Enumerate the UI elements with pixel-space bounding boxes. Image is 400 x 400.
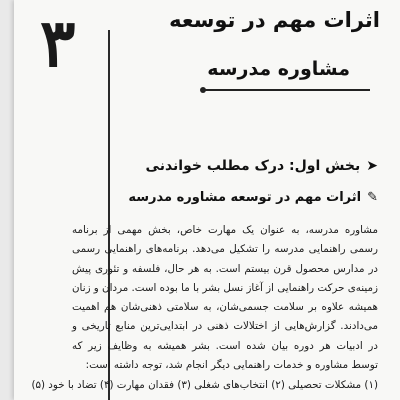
chapter-subtitle: مشاوره مدرسه: [207, 58, 350, 80]
subsection-heading-text: اثرات مهم در توسعه مشاوره مدرسه: [128, 190, 362, 205]
title-underline: [204, 89, 370, 91]
section-heading-text: بخش اول: درک مطلب خواندنی: [145, 158, 361, 174]
chapter-number: ۳: [40, 4, 76, 82]
arrow-bullet-icon: ➤: [366, 158, 378, 174]
subsection-heading: [108, 190, 378, 205]
section-heading: [108, 158, 378, 174]
body-paragraph: مشاوره مدرسه، به عنوان یک مهارت خاص، بخش مهمی از برنامه رسمی راهنمایی مدرسه را تشکیل می‌دهد. برنامه‌های راهنمایی رسمی در مدارس محصول قرن بیستم است. به هر حال، فلسفه و تئوری پیش زمینه‌ی حرکت راهنمایی از آغاز نسل بشر با ما بوده است. مردان و زنان همیشه علاوه بر سلامت جسمی‌شان، به سلامتی ذهنی‌شان هم اهمیت می‌دادند. گزارش‌هایی از اختلالات ذهنی در ابتدایی‌ترین منابع تاریخی و در ادبیات هر دوره بیان شده است. بشر همیشه به وظایف زیر که توسط مشاوره و خدمات راهنمایی دیگر انجام شد، توجه داشته است:: [72, 224, 378, 372]
body-paragraph-block: [72, 221, 378, 375]
pen-bullet-icon: ✎: [367, 190, 378, 205]
chapter-title: اثرات مهم در توسعه: [169, 8, 380, 32]
title-underline-dot: [200, 87, 206, 93]
book-page: [14, 0, 400, 400]
numbered-list-line: (۱) مشکلات تحصیلی (۲) انتخاب‌های شغلی (۳) فقدان مهارت (۴) تضاد با خود (۵): [31, 379, 378, 391]
